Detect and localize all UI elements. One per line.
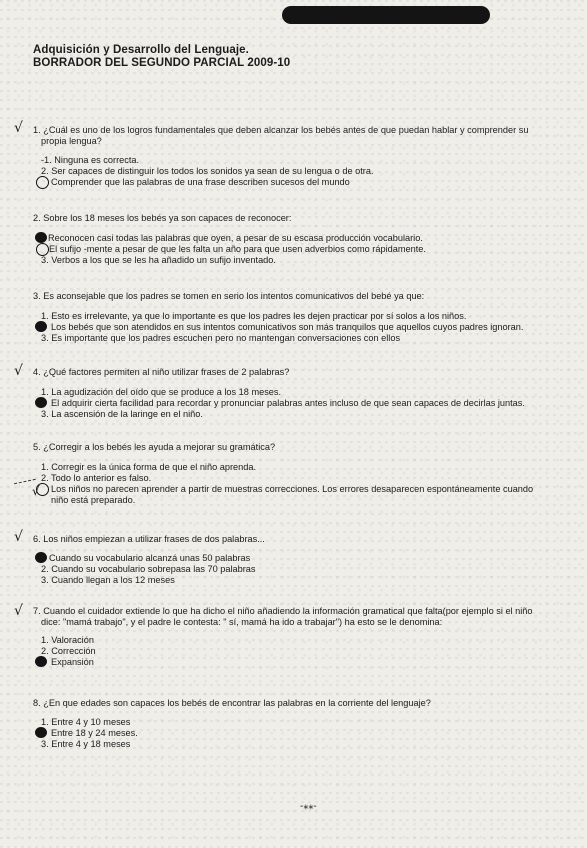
answer-option: 1. Esto es irrelevante, ya que lo importante es que los padres les dejen practicar por sí solos a los niños. <box>41 311 467 321</box>
scribble-mark: -⁎⁎- <box>300 801 317 812</box>
question-stem-cont: dice: "mamá trabajo", y el padre le contesta: " sí, mamá ha ido a trabajar") ha esto se le denomina: <box>41 617 443 627</box>
checkmark-icon: √ <box>14 120 23 136</box>
answer-option: 1. Entre 4 y 10 meses <box>41 717 131 727</box>
answer-option: 1. Corregir es la única forma de que el niño aprenda. <box>41 462 257 472</box>
course-title: Adquisición y Desarrollo del Lenguaje. <box>33 44 249 56</box>
answer-option: 2. Todo lo anterior es falso. <box>41 473 152 483</box>
answer-option-selected: Comprender que las palabras de una frase describen sucesos del mundo <box>41 177 573 188</box>
answer-option: 3. Es importante que los padres escuchen pero no mantengan conversaciones con ellos <box>41 333 401 343</box>
question-6 <box>33 534 573 586</box>
filled-answer-icon <box>35 656 47 667</box>
question-stem-cont: propia lengua? <box>41 136 102 146</box>
answer-option-selected: El adquirir cierta facilidad para recordar y pronunciar palabras antes incluso de que sean capaces de decirlas juntas. <box>41 398 573 409</box>
checkmark-icon: √ <box>14 603 23 619</box>
filled-answer-icon <box>35 321 47 332</box>
answer-option-selected: Los bebés que son atendidos en sus intentos comunicativos son más tranquilos que aquellos cuyos padres ignoran. <box>41 322 573 333</box>
question-1 <box>33 125 573 188</box>
checkmark-icon: √ <box>32 484 40 498</box>
redacted-name-bar <box>282 6 490 24</box>
question-stem: 6. Los niños empiezan a utilizar frases de dos palabras... <box>33 534 265 544</box>
question-stem: 8. ¿En que edades son capaces los bebés de encontrar las palabras en la corriente del lenguaje? <box>33 698 431 708</box>
circled-answer-icon <box>36 176 49 189</box>
question-8 <box>33 698 573 750</box>
answer-option: 2. Corrección <box>41 646 96 656</box>
answer-option-cont: niño está preparado. <box>51 495 136 505</box>
exam-title: BORRADOR DEL SEGUNDO PARCIAL 2009-10 <box>33 57 291 69</box>
answer-option: 2. Cuando su vocabulario sobrepasa las 70 palabras <box>41 564 256 574</box>
question-7 <box>33 606 573 668</box>
answer-option: 2. Ser capaces de distinguir los todos los sonidos ya sean de su lengua o de otra. <box>41 166 374 176</box>
answer-option: El sufijo -mente a pesar de que les falta un año para que usen adverbios como rápidamente. <box>41 244 573 255</box>
exam-header <box>33 44 290 70</box>
question-stem: 4. ¿Qué factores permiten al niño utilizar frases de 2 palabras? <box>33 367 290 377</box>
answer-option-selected: Cuando su vocabulario alcanzá unas 50 palabras <box>41 553 573 564</box>
answer-option: 1. Valoración <box>41 635 94 645</box>
filled-answer-icon <box>35 232 47 243</box>
answer-option-selected: Los niños no parecen aprender a partir de muestras correcciones. Los errores desaparecen espontáneamente cuando <box>41 484 573 495</box>
question-4 <box>33 367 573 420</box>
question-stem: 2. Sobre los 18 meses los bebés ya son capaces de reconocer: <box>33 213 292 223</box>
checkmark-icon: √ <box>14 529 23 545</box>
checkmark-icon: √ <box>14 363 23 379</box>
filled-answer-icon <box>35 397 47 408</box>
answer-option-selected: Reconocen casi todas las palabras que oyen, a pesar de su escasa producción vocabulario. <box>41 233 573 244</box>
answer-option-selected: Expansión <box>41 657 573 668</box>
answer-option-selected: Entre 18 y 24 meses. <box>41 728 573 739</box>
question-5 <box>33 442 573 506</box>
answer-option: 3. Verbos a los que se les ha añadido un sufijo inventado. <box>41 255 276 265</box>
question-stem: 1. ¿Cuál es uno de los logros fundamentales que deben alcanzar los bebés antes de que puedan hablar y comprender su <box>33 125 529 135</box>
answer-option: 1. La agudización del oído que se produce a los 18 meses. <box>41 387 282 397</box>
filled-answer-icon <box>35 552 47 563</box>
answer-option: -1. Ninguna es correcta. <box>41 155 140 165</box>
question-stem: 7. Cuando el cuidador extiende lo que ha dicho el niño añadiendo la información gramatical que falta(por ejemplo si el niño <box>33 606 533 616</box>
question-stem: 5. ¿Corregir a los bebés les ayuda a mejorar su gramática? <box>33 442 276 452</box>
question-3 <box>33 291 573 344</box>
question-2 <box>33 213 573 266</box>
question-stem: 3. Es aconsejable que los padres se tomen en serio los intentos comunicativos del bebé ya que: <box>33 291 425 301</box>
filled-answer-icon <box>35 727 47 738</box>
answer-option: 3. Entre 4 y 18 meses <box>41 739 131 749</box>
answer-option: 3. La ascensión de la laringe en el niño. <box>41 409 203 419</box>
answer-option: 3. Cuando llegan a los 12 meses <box>41 575 175 585</box>
